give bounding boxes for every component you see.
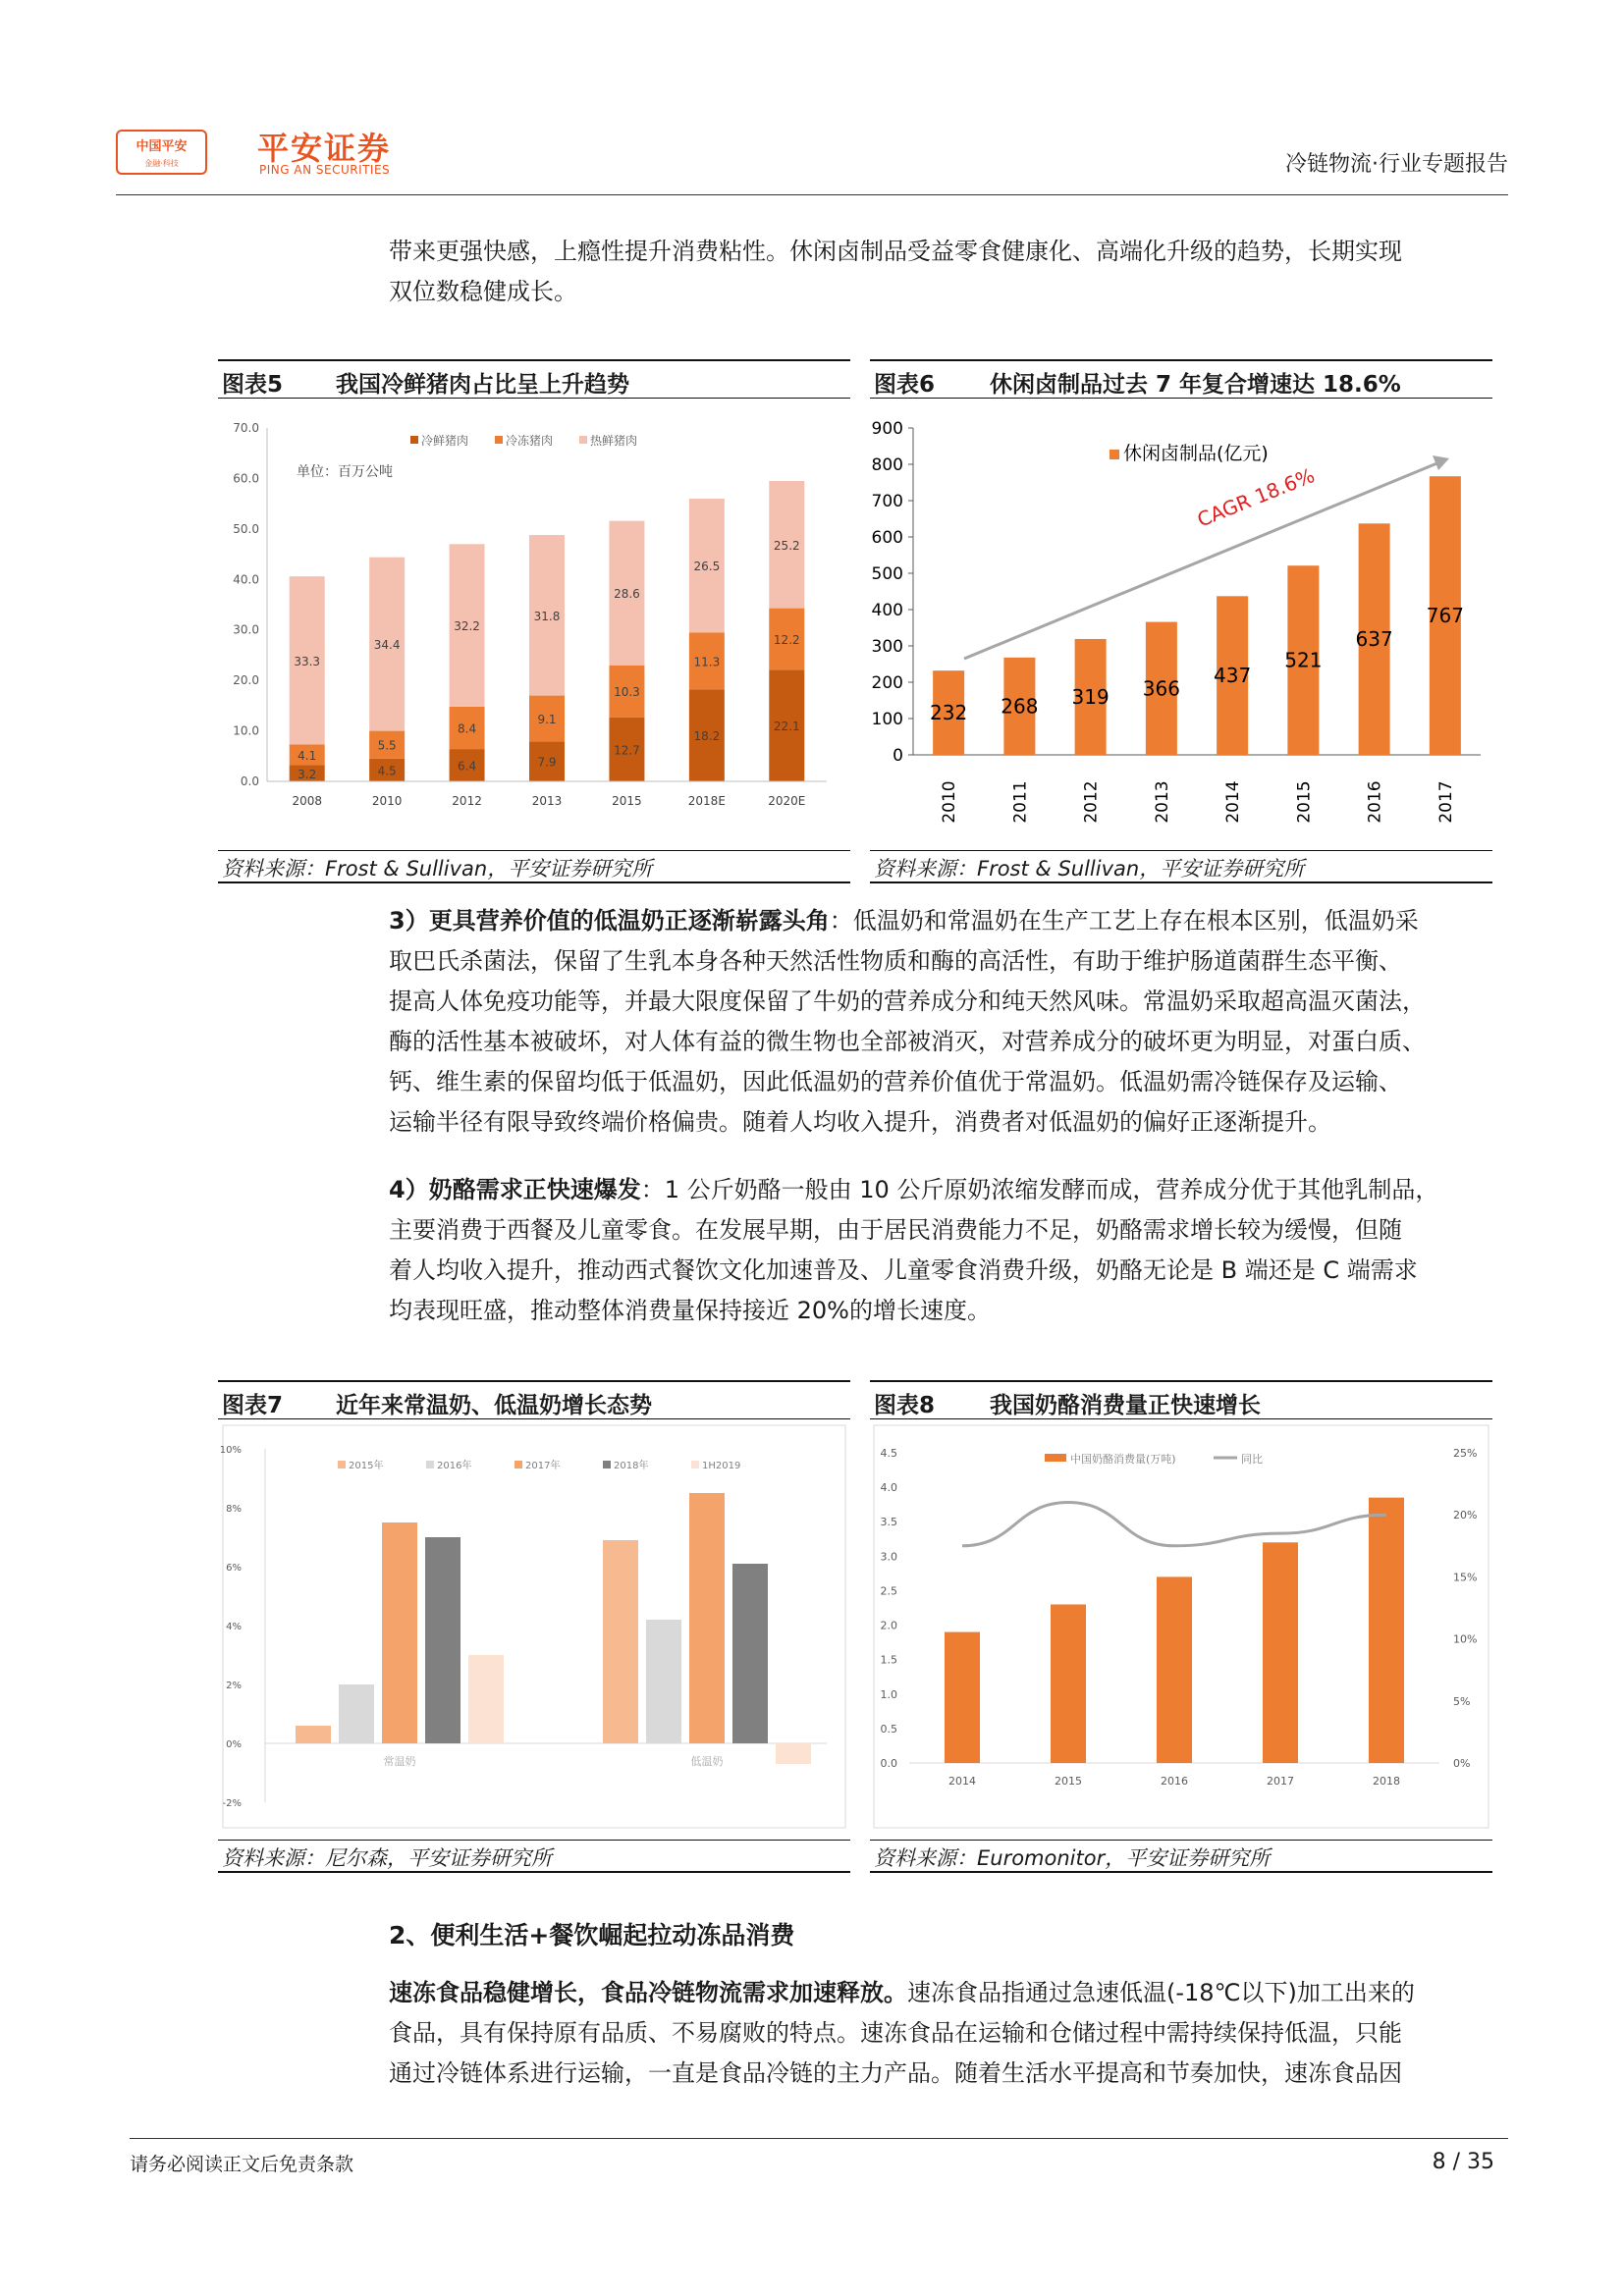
fig7-ytick-label: 6% bbox=[226, 1563, 242, 1574]
fig6-xtick-label: 2013 bbox=[1152, 780, 1172, 824]
fig5-data-label: 22.1 bbox=[773, 720, 800, 734]
fig5-title: 我国冷鲜猪肉占比呈上升趋势 bbox=[336, 372, 629, 398]
fig8-ytick-label: 1.5 bbox=[880, 1653, 897, 1667]
fig5-data-label: 10.3 bbox=[614, 685, 640, 700]
fig8-ytick-label: 0.0 bbox=[880, 1757, 897, 1770]
fig6-data-label: 767 bbox=[1426, 604, 1464, 628]
brand-name: 平安证券 bbox=[257, 130, 392, 167]
fig8-xtick-label: 2018 bbox=[1373, 1775, 1400, 1788]
fig6-ytick-label: 900 bbox=[871, 419, 903, 439]
fig5-legend-label: 冷冻猪肉 bbox=[506, 434, 554, 448]
fig7-xtick-label: 常温奶 bbox=[383, 1755, 416, 1768]
fig7-bar bbox=[603, 1540, 638, 1743]
fig6-xtick-label: 2015 bbox=[1294, 780, 1315, 824]
fig5-ytick-label: 70.0 bbox=[233, 421, 259, 435]
fig7-ytick-label: 2% bbox=[226, 1681, 242, 1691]
fig7-legend-swatch bbox=[603, 1461, 611, 1468]
fig8-ytick-label: 1.0 bbox=[880, 1687, 897, 1701]
fig8-legend-label: 同比 bbox=[1241, 1453, 1263, 1466]
fig5-ytick-label: 60.0 bbox=[233, 471, 259, 486]
fig7-bar bbox=[732, 1564, 768, 1743]
fig6-xtick-label: 2017 bbox=[1435, 780, 1456, 824]
fig7-source: 资料来源：尼尔森，平安证券研究所 bbox=[218, 1840, 850, 1873]
fig5-ytick-label: 10.0 bbox=[233, 723, 259, 738]
fig7-title: 近年来常温奶、低温奶增长态势 bbox=[336, 1393, 652, 1418]
section2-lead: 速冻食品稳健增长，食品冷链物流需求加速释放。 bbox=[389, 1979, 907, 2006]
fig7-legend-label: 2015年 bbox=[349, 1461, 384, 1471]
fig5-data-label: 26.5 bbox=[693, 560, 721, 574]
fig6-data-label: 366 bbox=[1142, 676, 1180, 701]
header-divider bbox=[116, 194, 1508, 195]
fig6-chart bbox=[870, 412, 1492, 844]
fig7-bar bbox=[646, 1620, 681, 1743]
fig7-legend-swatch bbox=[691, 1461, 699, 1468]
fig8-xtick-label: 2015 bbox=[1055, 1775, 1082, 1788]
fig6-xtick-label: 2011 bbox=[1010, 780, 1031, 824]
fig8-legend-swatch-bar bbox=[1045, 1454, 1066, 1462]
fig6-data-label: 268 bbox=[1001, 694, 1039, 719]
fig8-xtick-label: 2014 bbox=[948, 1775, 976, 1788]
para4-lead: 4）奶酪需求正快速爆发 bbox=[389, 1176, 641, 1203]
fig8-ytick-label: 4.5 bbox=[880, 1447, 897, 1460]
fig5-data-label: 28.6 bbox=[614, 587, 640, 602]
para4-line-4: 均表现旺盛，推动整体消费量保持接近 20%的增长速度。 bbox=[389, 1297, 991, 1324]
para3-line-3: 提高人体免疫功能等，并最大限度保留了牛奶的营养成分和纯天然风味。常温奶采取超高温灭菌法， bbox=[389, 988, 1426, 1015]
fig8-y2tick-label: 15% bbox=[1453, 1571, 1478, 1584]
fig6-xtick-label: 2014 bbox=[1223, 780, 1244, 824]
para3-line-2: 取巴氏杀菌法，保留了生乳本身各种天然活性物质和酶的高活性，有助于维护肠道菌群生态平衡、 bbox=[389, 947, 1402, 975]
fig5-ytick-label: 20.0 bbox=[233, 673, 259, 688]
fig5-unit-note: 单位：百万公吨 bbox=[297, 464, 393, 480]
fig7-legend-swatch bbox=[426, 1461, 434, 1468]
fig5-legend-swatch bbox=[410, 436, 418, 444]
fig5-data-label: 12.7 bbox=[614, 743, 640, 758]
fig8-y2tick-label: 20% bbox=[1453, 1509, 1478, 1522]
fig8-ytick-label: 2.5 bbox=[880, 1584, 897, 1598]
fig5-legend-swatch bbox=[495, 436, 503, 444]
fig7-title-bar bbox=[218, 1380, 850, 1419]
fig7-chart bbox=[218, 1423, 850, 1836]
fig5-title-bar bbox=[218, 359, 850, 399]
fig8-title: 我国奶酪消费量正快速增长 bbox=[990, 1393, 1261, 1418]
section2-line-2: 食品，具有保持原有品质、不易腐败的特点。速冻食品在运输和仓储过程中需持续保持低温，只能 bbox=[389, 2019, 1402, 2047]
fig8-xtick-label: 2017 bbox=[1267, 1775, 1294, 1788]
fig8-ytick-label: 3.0 bbox=[880, 1550, 897, 1564]
fig8-ytick-label: 2.0 bbox=[880, 1619, 897, 1632]
paragraph-cheese bbox=[389, 1170, 1518, 1331]
logo-subtext: 金融·科技 bbox=[144, 159, 179, 168]
cagr-annotation: CAGR 18.6% bbox=[1193, 462, 1319, 532]
fig6-ytick-label: 800 bbox=[871, 455, 903, 475]
fig5-data-label: 6.4 bbox=[458, 759, 477, 774]
fig8-chart bbox=[870, 1423, 1492, 1836]
fig7-bar bbox=[425, 1537, 460, 1743]
fig6-data-label: 232 bbox=[930, 701, 968, 725]
fig5-legend-swatch bbox=[579, 436, 587, 444]
fig6-ytick-label: 0 bbox=[893, 746, 903, 766]
fig5-source: 资料来源：Frost & Sullivan，平安证券研究所 bbox=[218, 850, 850, 883]
brand-english: PING AN SECURITIES bbox=[259, 163, 391, 177]
fig6-ytick-label: 100 bbox=[871, 710, 903, 729]
fig7-ytick-label: 0% bbox=[226, 1739, 242, 1750]
fig6-xtick-label: 2012 bbox=[1081, 780, 1102, 824]
fig8-yoy-line bbox=[962, 1503, 1386, 1546]
intro-line-2: 双位数稳健成长。 bbox=[389, 278, 577, 305]
fig5-data-label: 4.5 bbox=[377, 764, 397, 778]
para4-line-1: ：1 公斤奶酪一般由 10 公斤原奶浓缩发酵而成，营养成分优于其他乳制品， bbox=[640, 1176, 1439, 1203]
fig7-bar bbox=[339, 1684, 374, 1743]
paragraph-frozen-food bbox=[389, 1973, 1518, 2094]
para3-lead: 3）更具营养价值的低温奶正逐渐崭露头角 bbox=[389, 907, 830, 934]
fig5-ytick-label: 30.0 bbox=[233, 622, 259, 637]
fig7-legend-label: 2016年 bbox=[437, 1461, 472, 1471]
fig8-source: 资料来源：Euromonitor，平安证券研究所 bbox=[870, 1840, 1492, 1873]
fig7-legend-swatch bbox=[514, 1461, 522, 1468]
fig8-bar bbox=[1157, 1576, 1192, 1763]
fig6-ytick-label: 500 bbox=[871, 564, 903, 584]
fig5-data-label: 3.2 bbox=[298, 767, 317, 781]
fig5-data-label: 5.5 bbox=[377, 738, 397, 753]
paragraph-low-temp-milk bbox=[389, 901, 1518, 1143]
fig5-ytick-label: 40.0 bbox=[233, 572, 259, 587]
footer-disclaimer: 请务必阅读正文后免责条款 bbox=[130, 2154, 354, 2175]
fig5-data-label: 8.4 bbox=[458, 721, 477, 736]
fig5-data-label: 31.8 bbox=[533, 609, 561, 623]
fig6-title: 休闲卤制品过去 7 年复合增速达 18.6% bbox=[990, 372, 1401, 398]
fig6-source: 资料来源：Frost & Sullivan，平安证券研究所 bbox=[870, 850, 1492, 883]
footer-divider bbox=[130, 2138, 1508, 2139]
fig7-ytick-label: 4% bbox=[226, 1622, 242, 1632]
logo-text: 中国平安 bbox=[135, 139, 188, 154]
fig8-ytick-label: 3.5 bbox=[880, 1516, 897, 1529]
fig7-number: 图表7 bbox=[222, 1393, 284, 1418]
fig5-legend-label: 冷鲜猪肉 bbox=[421, 434, 469, 448]
para3-line-6: 运输半径有限导致终端价格偏贵。随着人均收入提升，消费者对低温奶的偏好正逐渐提升。 bbox=[389, 1108, 1331, 1136]
fig5-xtick-label: 2018E bbox=[687, 794, 726, 808]
fig8-bar bbox=[1369, 1498, 1404, 1763]
fig5-legend-label: 热鲜猪肉 bbox=[590, 434, 638, 448]
fig6-ytick-label: 700 bbox=[871, 492, 903, 511]
pingan-logo bbox=[116, 130, 207, 175]
fig5-chart bbox=[218, 412, 850, 844]
fig5-data-label: 11.3 bbox=[693, 655, 721, 669]
fig8-legend-label: 中国奶酪消费量(万吨) bbox=[1070, 1453, 1176, 1466]
fig8-bar bbox=[945, 1632, 980, 1763]
fig5-data-label: 4.1 bbox=[298, 749, 317, 763]
intro-paragraph bbox=[389, 232, 1518, 312]
fig5-ytick-label: 0.0 bbox=[240, 774, 259, 788]
section2-line-3: 通过冷链体系进行运输，一直是食品冷链的主力产品。随着生活水平提高和节奏加快，速冻食品因 bbox=[389, 2059, 1402, 2087]
intro-line-1: 带来更强快感，上瘾性提升消费粘性。休闲卤制品受益零食健康化、高端化升级的趋势，长期实现 bbox=[389, 238, 1402, 265]
fig5-xtick-label: 2010 bbox=[371, 794, 403, 808]
fig6-number: 图表6 bbox=[874, 372, 936, 398]
fig7-bar bbox=[382, 1522, 417, 1743]
fig7-legend-label: 2017年 bbox=[525, 1461, 561, 1471]
page-number: 8 / 35 bbox=[1432, 2150, 1494, 2174]
para3-line-4: 酶的活性基本被破坏，对人体有益的微生物也全部被消灭，对营养成分的破坏更为明显，对蛋白质、 bbox=[389, 1028, 1426, 1055]
para3-line-5: 钙、维生素的保留均低于低温奶，因此低温奶的营养价值优于常温奶。低温奶需冷链保存及运输、 bbox=[389, 1068, 1402, 1095]
fig8-ytick-label: 0.5 bbox=[880, 1722, 897, 1735]
fig8-ytick-label: 4.0 bbox=[880, 1481, 897, 1495]
fig6-title-bar bbox=[870, 359, 1492, 399]
fig5-data-label: 12.2 bbox=[773, 632, 800, 647]
fig8-y2tick-label: 5% bbox=[1453, 1694, 1471, 1708]
fig5-data-label: 18.2 bbox=[693, 729, 721, 744]
fig7-ytick-label: -2% bbox=[222, 1798, 242, 1809]
fig5-number: 图表5 bbox=[222, 372, 284, 398]
fig7-ytick-label: 8% bbox=[226, 1504, 242, 1515]
para4-line-2: 主要消费于西餐及儿童零食。在发展早期，由于居民消费能力不足，奶酪需求增长较为缓慢，但随 bbox=[389, 1216, 1402, 1244]
fig5-data-label: 9.1 bbox=[537, 712, 557, 726]
fig8-number: 图表8 bbox=[874, 1393, 936, 1418]
fig6-data-label: 437 bbox=[1214, 664, 1252, 688]
fig6-ytick-label: 400 bbox=[871, 601, 903, 620]
fig5-xtick-label: 2008 bbox=[292, 794, 322, 808]
fig8-y2tick-label: 0% bbox=[1453, 1757, 1471, 1770]
fig6-legend-label: 休闲卤制品(亿元) bbox=[1123, 443, 1269, 464]
fig6-ytick-label: 600 bbox=[871, 528, 903, 548]
para4-line-3: 着人均收入提升，推动西式餐饮文化加速普及、儿童零食消费升级，奶酪无论是 B 端还是 C 端需求 bbox=[389, 1256, 1418, 1284]
fig8-bar bbox=[1051, 1604, 1086, 1763]
fig7-ytick-label: 10% bbox=[219, 1445, 242, 1456]
fig5-xtick-label: 2020E bbox=[768, 794, 806, 808]
fig5-data-label: 33.3 bbox=[294, 654, 321, 668]
fig6-legend-swatch bbox=[1110, 450, 1119, 459]
fig6-xtick-label: 2016 bbox=[1365, 780, 1385, 824]
fig7-bar bbox=[776, 1743, 811, 1764]
fig7-bar bbox=[689, 1493, 725, 1743]
fig6-xtick-label: 2010 bbox=[940, 780, 960, 824]
fig5-xtick-label: 2015 bbox=[612, 794, 642, 808]
fig5-data-label: 34.4 bbox=[373, 638, 401, 653]
fig5-xtick-label: 2012 bbox=[452, 794, 482, 808]
fig6-ytick-label: 200 bbox=[871, 673, 903, 693]
fig5-ytick-label: 50.0 bbox=[233, 521, 259, 536]
fig5-xtick-label: 2013 bbox=[531, 794, 563, 808]
fig6-ytick-label: 300 bbox=[871, 637, 903, 657]
report-title: 冷链物流·行业专题报告 bbox=[1285, 152, 1508, 177]
fig7-xtick-label: 低温奶 bbox=[690, 1755, 724, 1768]
fig6-data-label: 521 bbox=[1284, 648, 1323, 672]
fig7-legend-label: 1H2019 bbox=[702, 1461, 741, 1471]
fig8-y2tick-label: 25% bbox=[1453, 1447, 1478, 1460]
para3-line-1: ：低温奶和常温奶在生产工艺上存在根本区别，低温奶采 bbox=[829, 907, 1419, 934]
fig5-data-label: 25.2 bbox=[773, 538, 800, 553]
fig7-bar bbox=[296, 1726, 331, 1743]
section2-line-1: 速冻食品指通过急速低温(-18℃以下)加工出来的 bbox=[907, 1979, 1415, 2006]
fig6-data-label: 319 bbox=[1071, 684, 1110, 709]
fig7-legend-label: 2018年 bbox=[614, 1461, 649, 1471]
fig8-title-bar bbox=[870, 1380, 1492, 1419]
section-heading: 2、便利生活+餐饮崛起拉动冻品消费 bbox=[389, 1921, 795, 1949]
fig6-data-label: 637 bbox=[1355, 627, 1393, 652]
fig8-xtick-label: 2016 bbox=[1161, 1775, 1188, 1788]
fig5-data-label: 32.2 bbox=[454, 619, 480, 634]
fig7-legend-swatch bbox=[338, 1461, 346, 1468]
fig7-bar bbox=[468, 1655, 504, 1743]
fig8-bar bbox=[1263, 1542, 1298, 1763]
fig5-data-label: 7.9 bbox=[537, 755, 557, 770]
fig8-y2tick-label: 10% bbox=[1453, 1632, 1478, 1646]
